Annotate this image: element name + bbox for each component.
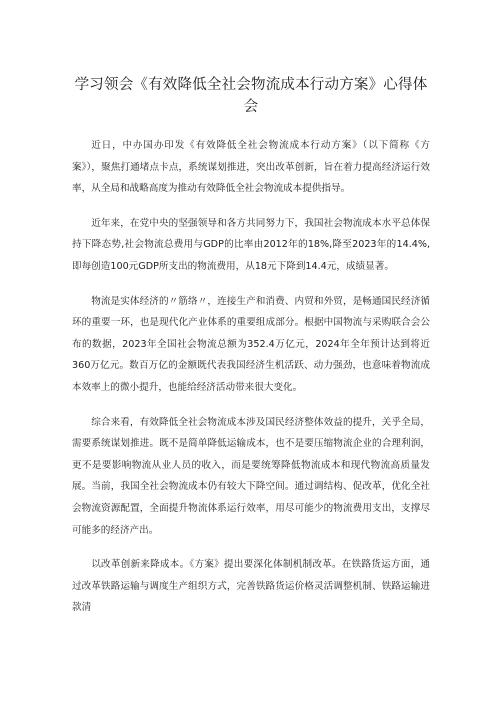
paragraph-3: 物流是实体经济的〃筋络〃，连接生产和消费、内贸和外贸，是畅通国民经济循环的重要一环，也是现代化产业体系的重要组成部分。根据中国物流与采购联合会公布的数据，2023年全国社会物流总额为352.4万亿元，2024年全年预计达到将近360万亿元。数百万亿的金额既代表我国经济生机活跃、动力强劲，也意味着物流成本效率上的微小提升，也能给经济活动带来很大变化。 bbox=[72, 295, 430, 393]
paragraph-1: 近日，中办国办印发《有效降低全社会物流成本行动方案》（以下简称《方案》），聚焦打通堵点卡点，系统谋划推进，突出改革创新，旨在着力提高经济运行效率，从全局和战略高度为推动有效降低全社会物流成本提供指导。 bbox=[72, 140, 430, 195]
paragraph-4: 综合来看，有效降低全社会物流成本涉及国民经济整体效益的提升，关乎全局，需要系统谋划推进。既不是简单降低运输成本，也不是要压缩物流企业的合理利润，更不是要影响物流从业人员的收入，而是要统筹降低物流成本和现代物流高质量发展。当前，我国全社会物流成本仍有较大下降空间。通过调结构、促改革，优化全社会物流资源配置，全面提升物流体系运行效率，用尽可能少的物流费用支出，支撑尽可能多的经济产出。 bbox=[72, 416, 430, 536]
paragraph-5: 以改革创新来降成本。《方案》提出要深化体制机制改革。在铁路货运方面，通过改革铁路运输与调度生产组织方式，完善铁路货运价格灵活调整机制、铁路运输进款清 bbox=[72, 559, 430, 614]
document-title: 学习领会《有效降低全社会物流成本行动方案》心得体会 bbox=[74, 77, 428, 115]
paragraph-2: 近年来，在党中央的坚强领导和各方共同努力下，我国社会物流成本水平总体保持下降态势,社会物流总费用与GDP的比率由2012年的18%,降至2023年的14.4%,即每创造100元GDP所支出的物流费用，从18元下降到14.4元，成绩显著。 bbox=[72, 217, 430, 272]
